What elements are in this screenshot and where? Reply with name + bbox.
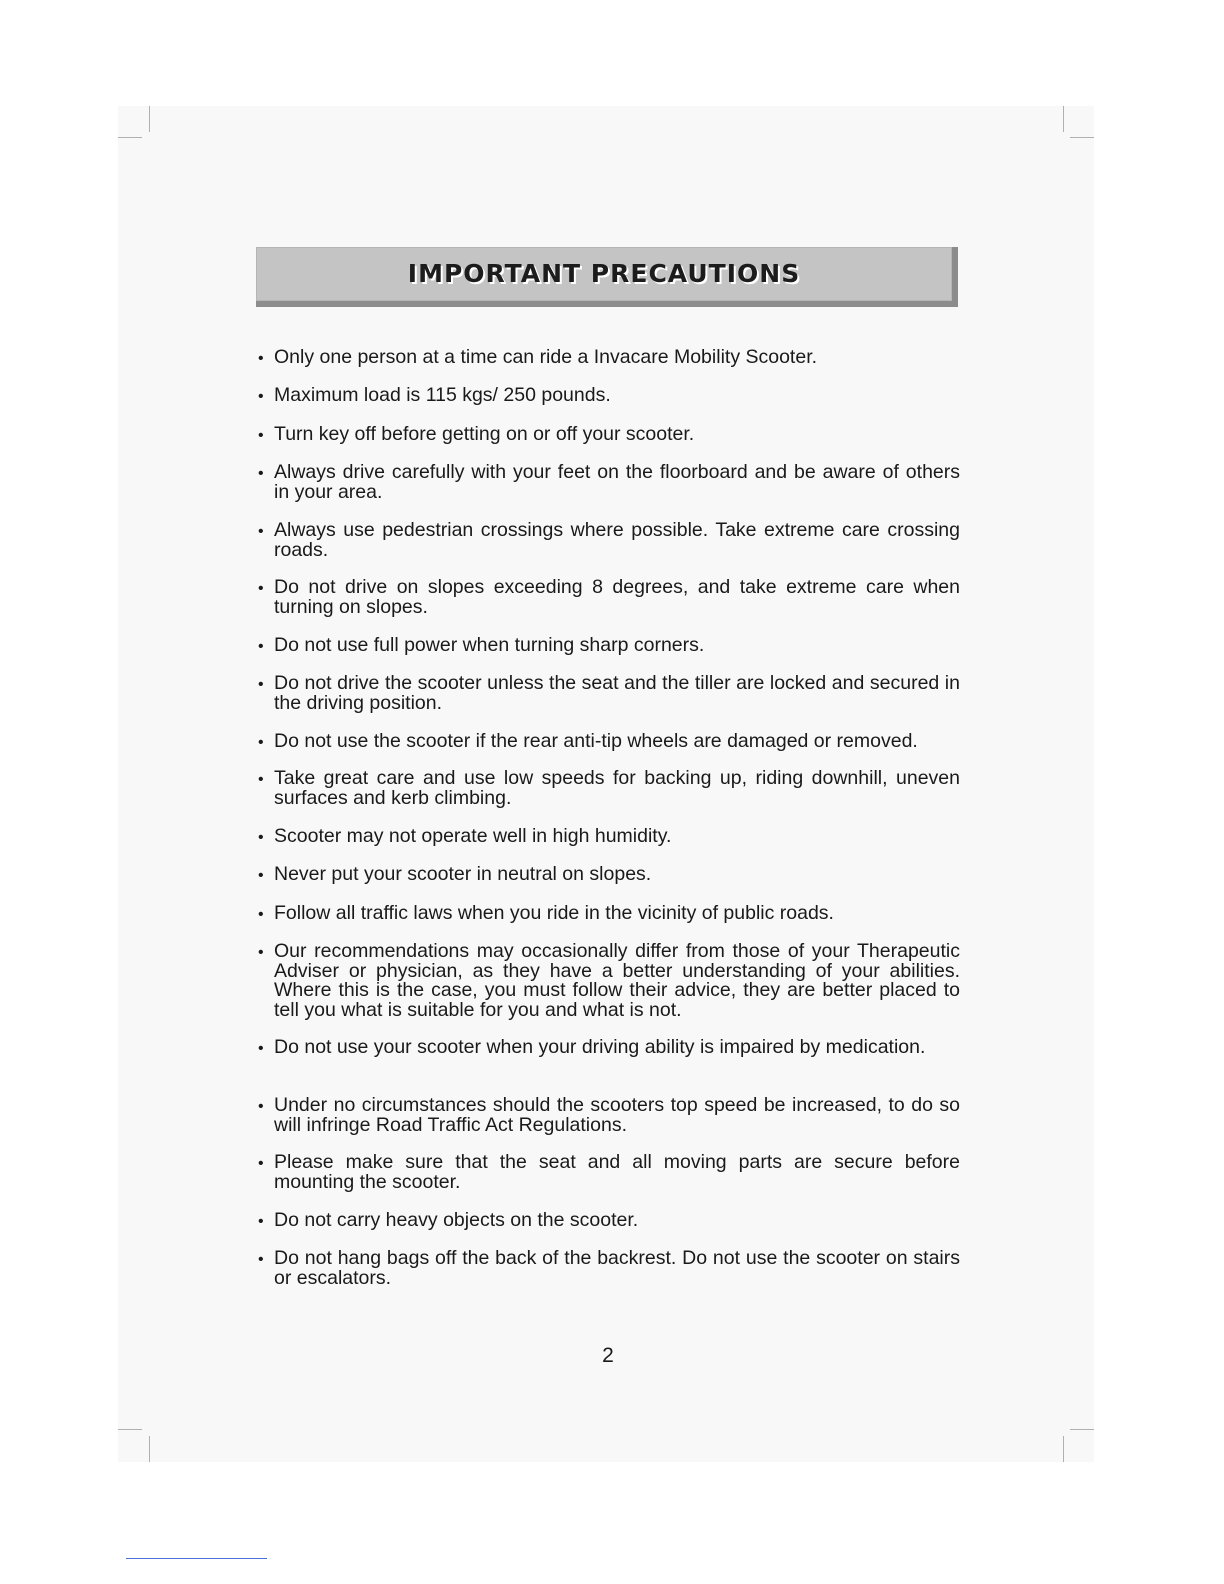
precaution-text: Do not drive the scooter unless the seat and the tiller are locked and secured in the driving position. [274,672,960,714]
list-item [258,1038,960,1059]
crop-mark [1070,1429,1094,1430]
list-item [258,674,960,713]
list-item [258,1211,960,1232]
bullet-icon: • [258,867,264,884]
section-title-bar [256,247,958,307]
bullet-icon: • [258,427,264,444]
bullet-icon: • [258,1098,264,1115]
list-item [258,636,960,657]
crop-mark [118,1429,142,1430]
list-item [258,1096,960,1135]
precaution-text: Do not use your scooter when your driving ability is impaired by medication. [274,1036,926,1058]
precaution-text: Our recommendations may occasionally differ from those of your Therapeutic Adviser or physician, as they have a better understanding of your abilities. Where this is the case, you must follow their advice, they are better placed to tell you what is suitable for you and what is not. [274,940,960,1021]
bullet-icon: • [258,734,264,751]
precaution-text: Always drive carefully with your feet on the floorboard and be aware of others in your area. [274,461,960,503]
crop-mark [1063,1436,1064,1462]
bullet-icon: • [258,944,264,961]
list-item [258,1153,960,1192]
crop-mark [149,1436,150,1462]
bullet-icon: • [258,350,264,367]
list-item [258,425,960,446]
list-item [258,578,960,617]
bullet-icon: • [258,1040,264,1057]
bullet-icon: • [258,906,264,923]
bullet-icon: • [258,638,264,655]
list-item [258,732,960,753]
precaution-text: Do not use the scooter if the rear anti-tip wheels are damaged or removed. [274,730,918,752]
precaution-text: Always use pedestrian crossings where possible. Take extreme care crossing roads. [274,519,960,561]
precaution-text: Do not drive on slopes exceeding 8 degrees, and take extreme care when turning on slopes. [274,576,960,618]
list-item [258,386,960,407]
precaution-text: Follow all traffic laws when you ride in the vicinity of public roads. [274,902,834,924]
bullet-icon: • [258,465,264,482]
page-number: 2 [602,1344,614,1367]
precaution-text: Only one person at a time can ride a Invacare Mobility Scooter. [274,346,818,368]
crop-mark [1063,106,1064,132]
precaution-text: Take great care and use low speeds for backing up, riding downhill, uneven surfaces and kerb climbing. [274,767,960,809]
list-item [258,769,960,808]
list-item [258,827,960,848]
list-item [258,463,960,502]
bullet-icon: • [258,1213,264,1230]
list-item [258,904,960,925]
precaution-text: Maximum load is 115 kgs/ 250 pounds. [274,384,611,406]
bullet-icon: • [258,580,264,597]
precaution-text: Turn key off before getting on or off your scooter. [274,423,695,445]
bullet-icon: • [258,829,264,846]
list-item [258,348,960,369]
crop-mark [1070,137,1094,138]
crop-mark [118,137,142,138]
list-item [258,1249,960,1288]
list-item [258,521,960,560]
bullet-icon: • [258,771,264,788]
list-item [258,865,960,886]
precaution-text: Scooter may not operate well in high humidity. [274,825,672,847]
precaution-text: Do not hang bags off the back of the backrest. Do not use the scooter on stairs or escalators. [274,1247,960,1289]
precaution-text: Do not carry heavy objects on the scooter. [274,1209,639,1231]
section-title: IMPORTANT PRECAUTIONS [407,258,801,288]
list-item [258,942,960,1020]
bullet-icon: • [258,523,264,540]
bullet-icon: • [258,1251,264,1268]
bullet-icon: • [258,676,264,693]
crop-mark [149,106,150,132]
link-underline [126,1558,267,1559]
bullet-icon: • [258,388,264,405]
bullet-icon: • [258,1155,264,1172]
precaution-text: Please make sure that the seat and all moving parts are secure before mounting the scooter. [274,1151,960,1193]
precaution-text: Never put your scooter in neutral on slopes. [274,863,652,885]
precaution-text: Do not use full power when turning sharp corners. [274,634,705,656]
precaution-text: Under no circumstances should the scooters top speed be increased, to do so will infringe Road Traffic Act Regulations. [274,1094,960,1136]
